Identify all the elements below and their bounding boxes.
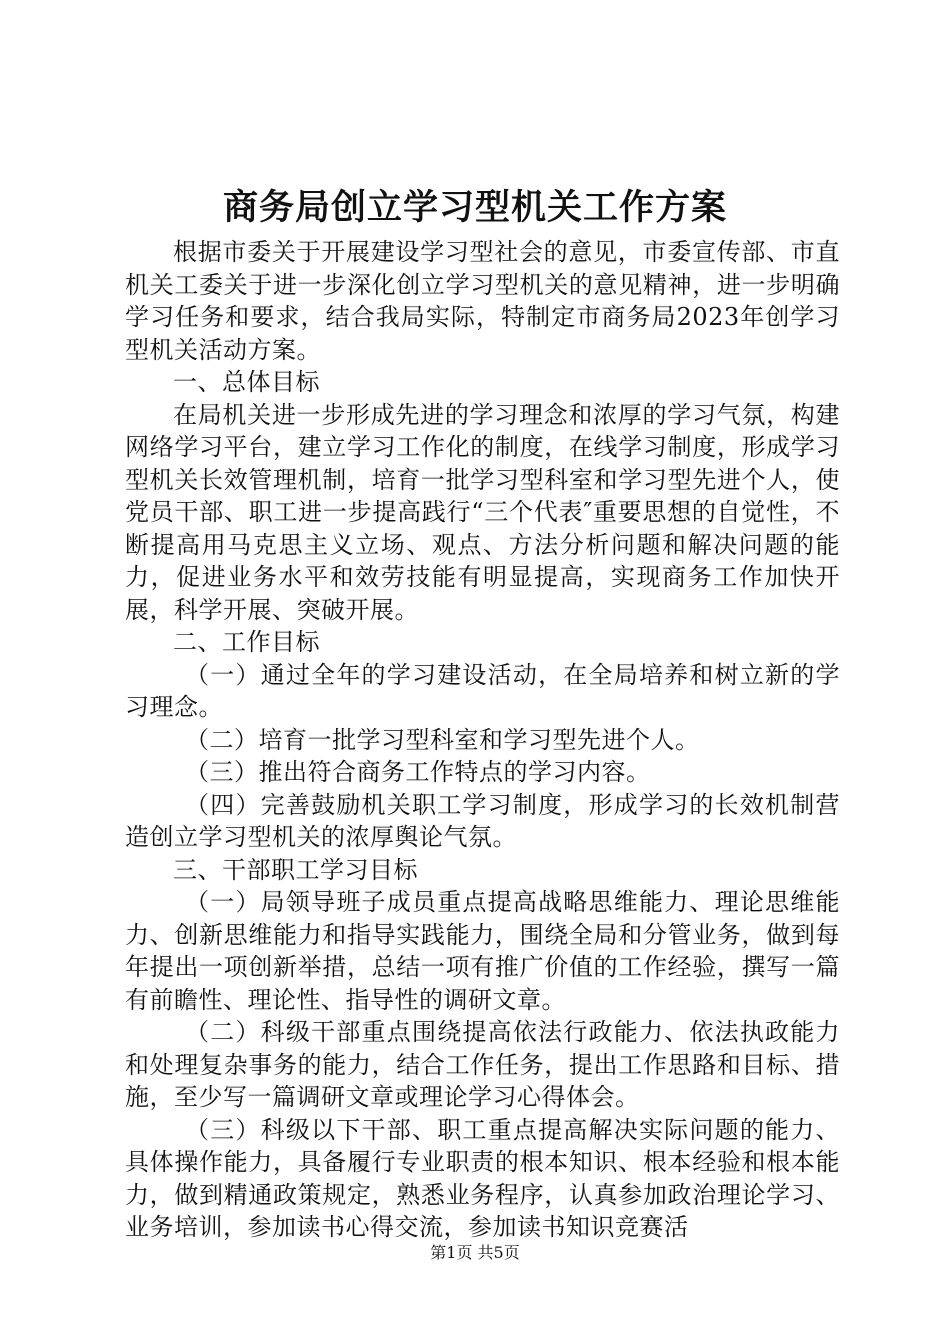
staff-goal-item-1: （一）局领导班子成员重点提高战略思维能力、理论思维能力、创新思维能力和指导实践能力，围绕全局和分管业务，做到每年提出一项创新举措，总结一项有推广价值的工作经验，撰写一篇有前瞻性、理论性、指导性的调研文章。 [125,888,840,1014]
paragraph-overall-goals: 在局机关进一步形成先进的学习理念和浓厚的学习气氛，构建网络学习平台，建立学习工作化的制度，在线学习制度，形成学习型机关长效管理机制，培育一批学习型科室和学习型先进个人，使党员干部、职工进一步提高践行“三个代表″重要思想的自觉性，不断提高用马克思主义立场、观点、方法分析问题和解决问题的能力，促进业务水平和效劳技能有明显提高，实现商务工作加快开展，科学开展、突破开展。 [125,400,840,624]
staff-goal-item-2: （二）科级干部重点围绕提高依法行政能力、依法执政能力和处理复杂事务的能力，结合工作任务，提出工作思路和目标、措施，至少写一篇调研文章或理论学习心得体会。 [125,1018,840,1111]
heading-overall-goals: 一、总体目标 [173,368,320,396]
document-body [125,236,840,1244]
work-goal-item-1: （一）通过全年的学习建设活动，在全局培养和树立新的学习理念。 [125,660,840,721]
heading-staff-learning-goals: 三、干部职工学习目标 [173,855,418,884]
work-goal-item-2: （二）培育一批学习型科室和学习型先进个人。 [185,725,700,754]
page-number-footer: 第1页 共5页 [430,1243,520,1262]
paragraph-intro: 根据市委关于开展建设学习型社会的意见，市委宣传部、市直机关工委关于进一步深化创立学习型机关的意见精神，进一步明确学习任务和要求，结合我局实际，特制定市商务局2023年创学习型机关活动方案。 [125,238,840,364]
heading-work-goals: 二、工作目标 [173,628,320,656]
work-goal-item-4: （四）完善鼓励机关职工学习制度，形成学习的长效机制营造创立学习型机关的浓厚舆论气氛。 [125,790,840,851]
work-goal-item-3: （三）推出符合商务工作特点的学习内容。 [185,758,651,786]
document-title: 商务局创立学习型机关工作方案 [222,187,727,228]
staff-goal-item-3: （三）科级以下干部、职工重点提高解决实际问题的能力、具体操作能力，具备履行专业职责的根本知识、根本经验和根本能力，做到精通政策规定，熟悉业务程序，认真参加政治理论学习、业务培训，参加读书心得交流，参加读书知识竞赛活 [125,1115,840,1241]
